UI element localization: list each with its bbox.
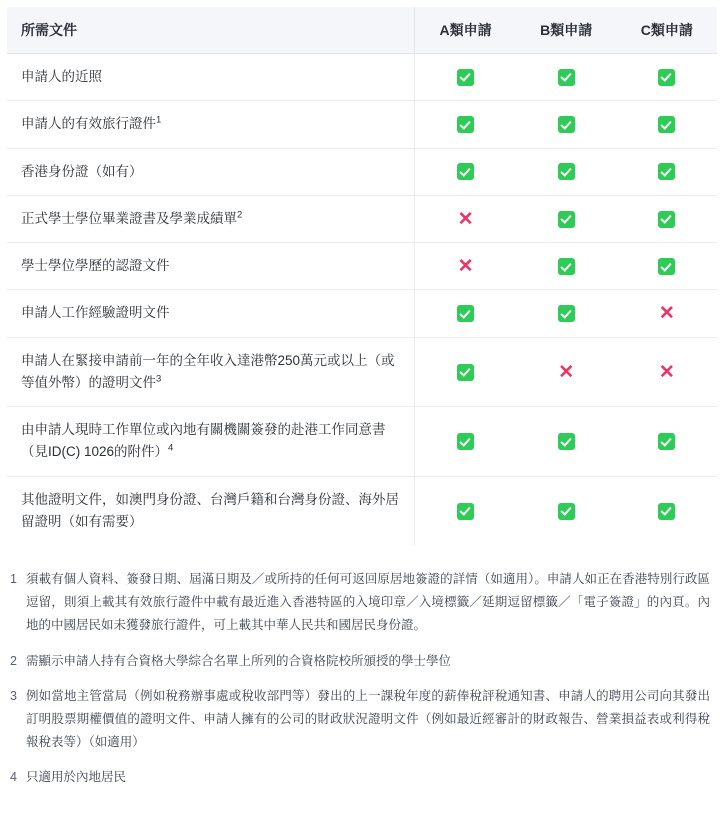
category-c-cell bbox=[617, 407, 718, 477]
cross-icon: ✕ bbox=[457, 256, 474, 277]
footnote-item bbox=[10, 650, 710, 673]
check-icon bbox=[457, 364, 474, 381]
footnote-marker: 4 bbox=[168, 442, 174, 454]
category-c-cell bbox=[617, 148, 718, 195]
footnote-item bbox=[10, 568, 710, 637]
table-row bbox=[7, 54, 718, 101]
check-icon bbox=[658, 163, 675, 180]
category-b-cell bbox=[516, 195, 617, 242]
category-a-cell bbox=[415, 290, 516, 337]
table-header-row bbox=[7, 7, 718, 54]
document-page bbox=[0, 6, 724, 819]
document-name-cell: 正式學士學位畢業證書及學業成績單$^2$ bbox=[7, 195, 415, 242]
footnote-number: 4 bbox=[10, 770, 17, 785]
category-a-cell bbox=[415, 337, 516, 407]
footnote-marker: 1 bbox=[156, 114, 162, 126]
footnote-text: 須載有個人資料、簽發日期、屆滿日期及／或所持的任何可返回原居地簽證的詳情（如適用）。申請人如正在香港特別行政區逗留，則須上載其有效旅行證件中載有最近進入香港特區的入境印章／入境標籤／延期逗留標籤／「電子簽證」的內頁。內地的中國居民如未獲發旅行證件，可上載其中華人民共和國居民身份證。 bbox=[26, 572, 710, 633]
document-name-cell: 香港身份證（如有） bbox=[7, 148, 415, 195]
category-b-cell bbox=[516, 54, 617, 101]
category-a-cell bbox=[415, 148, 516, 195]
category-a-cell bbox=[415, 54, 516, 101]
cross-icon: ✕ bbox=[658, 303, 675, 325]
category-a-cell bbox=[415, 407, 516, 477]
category-c-cell bbox=[617, 476, 718, 546]
category-a-cell bbox=[415, 243, 516, 290]
check-icon bbox=[558, 116, 575, 133]
table-header bbox=[7, 7, 718, 54]
table-row bbox=[7, 101, 718, 148]
document-name-cell: 申請人的有效旅行證件$^1$ bbox=[7, 101, 415, 148]
category-b-cell bbox=[516, 476, 617, 546]
table-row bbox=[7, 243, 718, 290]
footnote-number: 1 bbox=[10, 572, 17, 587]
footnote-text: 例如當地主管當局（例如稅務辦事處或稅收部門等）發出的上一課稅年度的薪俸稅評稅通知書、申請人的聘用公司向其發出訂明股票期權價值的證明文件、申請人擁有的公司的財政狀況證明文件（例如最近經審計的財政報告、營業損益表或利得稅報稅表等）（如適用） bbox=[26, 688, 710, 749]
check-icon bbox=[658, 69, 675, 86]
check-icon bbox=[558, 69, 575, 86]
check-icon bbox=[558, 433, 575, 450]
category-c-cell bbox=[617, 101, 718, 148]
header-category-b: B類申請 bbox=[516, 7, 617, 54]
table-row bbox=[7, 337, 718, 407]
cross-icon: ✕ bbox=[658, 361, 675, 383]
category-c-cell bbox=[617, 54, 718, 101]
table-row bbox=[7, 195, 718, 242]
category-c-cell bbox=[617, 337, 718, 407]
footnote-text: 只適用於內地居民 bbox=[26, 770, 127, 785]
table-row bbox=[7, 476, 718, 546]
cross-icon: ✕ bbox=[457, 208, 474, 230]
check-icon bbox=[658, 211, 675, 228]
table-row bbox=[7, 407, 718, 477]
document-name-cell: 其他證明文件，如澳門身份證、台灣戶籍和台灣身份證、海外居留證明（如有需要） bbox=[7, 476, 415, 546]
table-body bbox=[7, 54, 718, 546]
check-icon bbox=[558, 258, 575, 275]
check-icon bbox=[457, 433, 474, 450]
check-icon bbox=[658, 433, 675, 450]
category-c-cell bbox=[617, 195, 718, 242]
footnote-text: 需顯示申請人持有合資格大學綜合名單上所列的合資格院校所頒授的學士學位 bbox=[26, 653, 452, 668]
footnote-marker: 3 bbox=[156, 373, 162, 385]
category-b-cell bbox=[516, 243, 617, 290]
category-b-cell bbox=[516, 101, 617, 148]
check-icon bbox=[558, 305, 575, 322]
table-row bbox=[7, 148, 718, 195]
check-icon bbox=[457, 116, 474, 133]
category-a-cell bbox=[415, 101, 516, 148]
check-icon bbox=[658, 503, 675, 520]
header-category-a: A類申請 bbox=[415, 7, 516, 54]
footnote-number: 3 bbox=[10, 688, 17, 703]
check-icon bbox=[457, 69, 474, 86]
check-icon bbox=[558, 211, 575, 228]
footnote-item bbox=[10, 685, 710, 754]
check-icon bbox=[457, 163, 474, 180]
footnote-number: 2 bbox=[10, 653, 17, 668]
category-a-cell bbox=[415, 195, 516, 242]
document-name-cell: 申請人工作經驗證明文件 bbox=[7, 290, 415, 337]
category-b-cell bbox=[516, 337, 617, 407]
footnote-item bbox=[10, 766, 710, 789]
document-name-cell: 申請人的近照 bbox=[7, 54, 415, 101]
category-c-cell bbox=[617, 290, 718, 337]
check-icon bbox=[457, 503, 474, 520]
check-icon bbox=[457, 305, 474, 322]
document-name-cell: 由申請人現時工作單位或內地有關機關簽發的赴港工作同意書（見ID(C) 1026的附件）$^4$ bbox=[7, 407, 415, 477]
required-documents-table bbox=[6, 6, 718, 546]
cross-icon: ✕ bbox=[558, 361, 575, 383]
check-icon bbox=[558, 163, 575, 180]
category-b-cell bbox=[516, 148, 617, 195]
document-name-cell: 學士學位學歷的認證文件 bbox=[7, 243, 415, 290]
check-icon bbox=[658, 116, 675, 133]
check-icon bbox=[558, 503, 575, 520]
category-b-cell bbox=[516, 290, 617, 337]
footnotes bbox=[10, 568, 710, 819]
category-a-cell bbox=[415, 476, 516, 546]
category-b-cell bbox=[516, 407, 617, 477]
footnote-marker: 2 bbox=[237, 209, 243, 221]
document-name-cell: 申請人在緊接申請前一年的全年收入達港幣250萬元或以上（或等值外幣）的證明文件$^3$ bbox=[7, 337, 415, 407]
header-documents: 所需文件 bbox=[7, 7, 415, 54]
check-icon bbox=[658, 258, 675, 275]
table-row bbox=[7, 290, 718, 337]
header-category-c: C類申請 bbox=[617, 7, 718, 54]
category-c-cell bbox=[617, 243, 718, 290]
